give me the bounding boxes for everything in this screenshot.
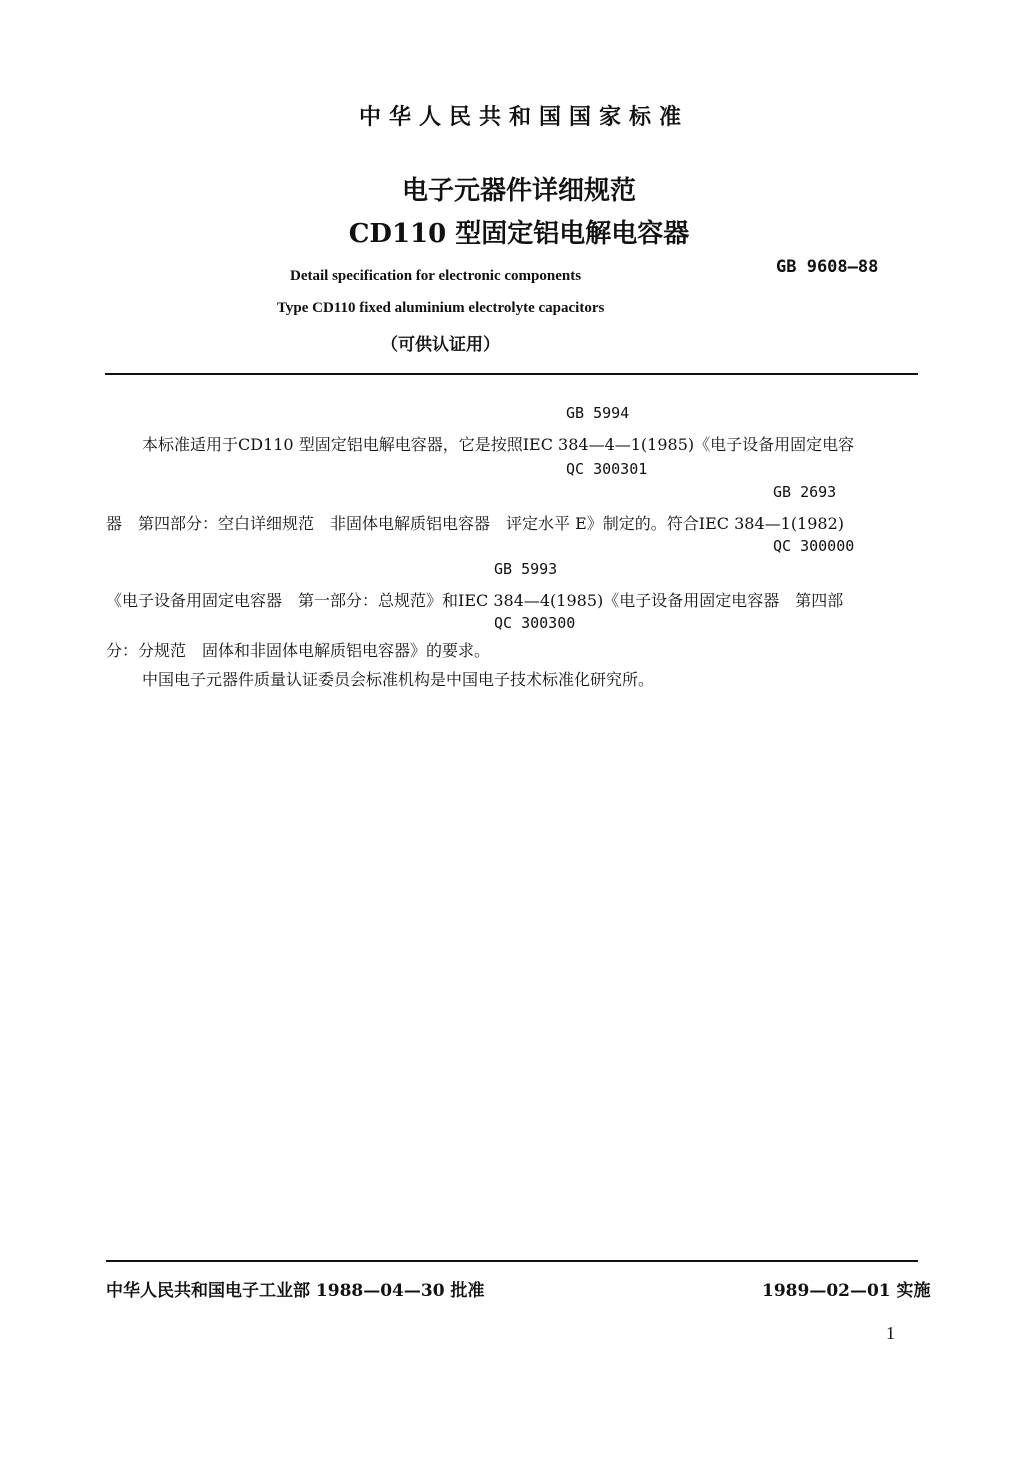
english-title-line2: Type CD110 fixed aluminium electrolyte capacitors <box>277 300 605 316</box>
body-line-2: 器 第四部分：空白详细规范 非固体电解质铝电容器 评定水平 E》制定的。符合IEC 384—1(1982) <box>106 514 845 533</box>
document-title-line1: 电子元器件详细规范 <box>401 176 636 206</box>
body-line-1: 本标准适用于CD110 型固定铝电解电容器，它是按照IEC 384—4—1(1985)《电子设备用固定电容 <box>142 435 855 454</box>
ref-note-gb5993: GB 5993 <box>494 560 558 578</box>
ref-note-gb5994: GB 5994 <box>566 404 630 422</box>
body-line-4: 分：分规范 固体和非固体电解质铝电容器》的要求。 <box>106 641 491 660</box>
ref-note-qc300301: QC 300301 <box>566 460 648 478</box>
usage-note: （可供认证用） <box>381 335 500 355</box>
effective-date: 1989—02—01 实施 <box>762 1281 931 1301</box>
ref-note-qc300300: QC 300300 <box>494 614 576 632</box>
ref-note-gb2693: GB 2693 <box>773 483 837 501</box>
header-divider <box>105 373 918 375</box>
footer-divider <box>106 1260 918 1262</box>
national-standard-heading: 中华人民共和国国家标准 <box>358 104 689 130</box>
standard-number: GB 9608—88 <box>776 257 879 277</box>
ref-note-qc300000: QC 300000 <box>773 537 855 555</box>
page-number: 1 <box>886 1323 895 1343</box>
body-line-5: 中国电子元器件质量认证委员会标准机构是中国电子技术标准化研究所。 <box>142 670 655 689</box>
document-title-line2: CD110 型固定铝电解电容器 <box>348 219 690 249</box>
approval-statement: 中华人民共和国电子工业部 1988—04—30 批准 <box>106 1281 485 1301</box>
english-title-line1: Detail specification for electronic components <box>290 268 582 284</box>
body-line-3: 《电子设备用固定电容器 第一部分：总规范》和IEC 384—4(1985)《电子设备用固定电容器 第四部 <box>106 591 844 610</box>
